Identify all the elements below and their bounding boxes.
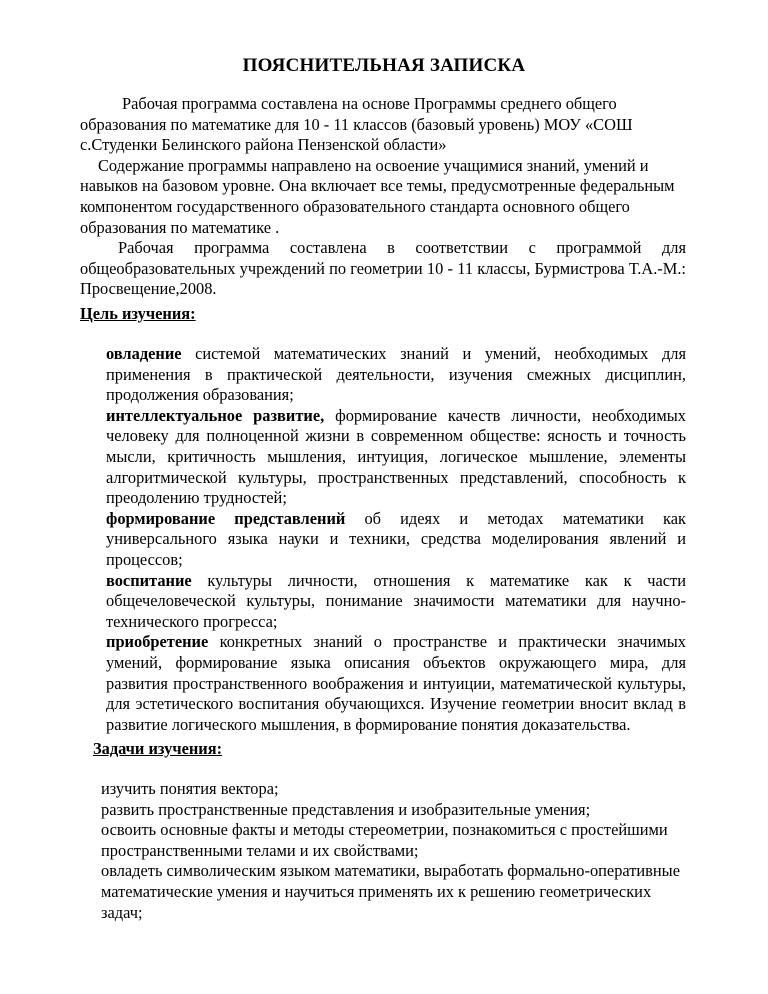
goals-heading: Цель изучения:	[80, 304, 196, 323]
goal-keyword: приобретение	[106, 632, 209, 652]
goal-text: формирование качеств личности, необходимых человеку для полноценной жизни в современном обществе: ясность и точность мысли, критичность мышления, интуиция, логическое мышление, элементы алгоритмической культуры, пространственных представлений, способность к преодолению трудностей;	[106, 405, 686, 508]
goal-keyword: воспитание	[106, 570, 192, 590]
goal-keyword: интеллектуальное развитие,	[106, 405, 325, 425]
intro-paragraph: Рабочая программа составлена в соответствии с программой для общеобразовательных учреждений по геометрии 10 - 11 классы, Бурмистрова Т.А.-М.: Просвещение,2008.	[80, 238, 686, 299]
goal-item	[106, 344, 686, 406]
tasks-list	[101, 779, 686, 923]
goal-item	[106, 406, 686, 509]
goal-text: системой математических знаний и умений, необходимых для применения в практической деятельности, изучения смежных дисциплин, продолжения образования;	[106, 344, 686, 405]
task-item: освоить основные факты и методы стереометрии, познакомиться с простейшими пространственными телами и их свойствами;	[101, 820, 668, 860]
intro-paragraph: Содержание программы направлено на освоение учащимися знаний, умений и навыков на базовом уровне. Она включает все темы, предусмотренные федеральным компонентом государственного образовательного стандарта основного общего образования по математике .	[80, 155, 675, 237]
tasks-heading: Задачи изучения:	[93, 739, 223, 758]
goal-item	[106, 571, 686, 633]
goal-keyword: овладение	[106, 344, 182, 363]
goal-keyword: формирование представлений	[106, 508, 346, 528]
intro-section	[80, 94, 686, 300]
goal-item	[106, 632, 686, 735]
goals-list	[106, 344, 686, 735]
intro-paragraph: Рабочая программа составлена на основе Программы среднего общего образования по математике для 10 - 11 классов (базовый уровень) МОУ «СОШ с.Студенки Белинского района Пензенской области»	[80, 94, 633, 155]
goal-text: конкретных знаний о пространстве и практически значимых умений, формирование языка описания объектов окружающего мира, для развития пространственного воображения и интуиции, математической культуры, для эстетического воспитания обучающихся. Изучение геометрии вносит вклад в развитие логического мышления, в формирование понятия доказательства.	[106, 632, 686, 734]
goal-text: об идеях и методах математики как универсального языка науки и техники, средства моделирования явлений и процессов;	[106, 508, 687, 569]
task-item: овладеть символическим языком математики, выработать формально-оперативные математические умения и научиться применять их к решению геометрических задач;	[101, 861, 680, 922]
page-title: ПОЯСНИТЕЛЬНАЯ ЗАПИСКА	[242, 55, 526, 76]
goal-item	[106, 509, 686, 571]
task-item: изучить понятия вектора;	[101, 779, 279, 798]
task-item: развить пространственные представления и изобразительные умения;	[101, 799, 591, 819]
goal-text: культуры личности, отношения к математике как к части общечеловеческой культуры, понимание значимости математики для научно-технического прогресса;	[106, 570, 686, 631]
